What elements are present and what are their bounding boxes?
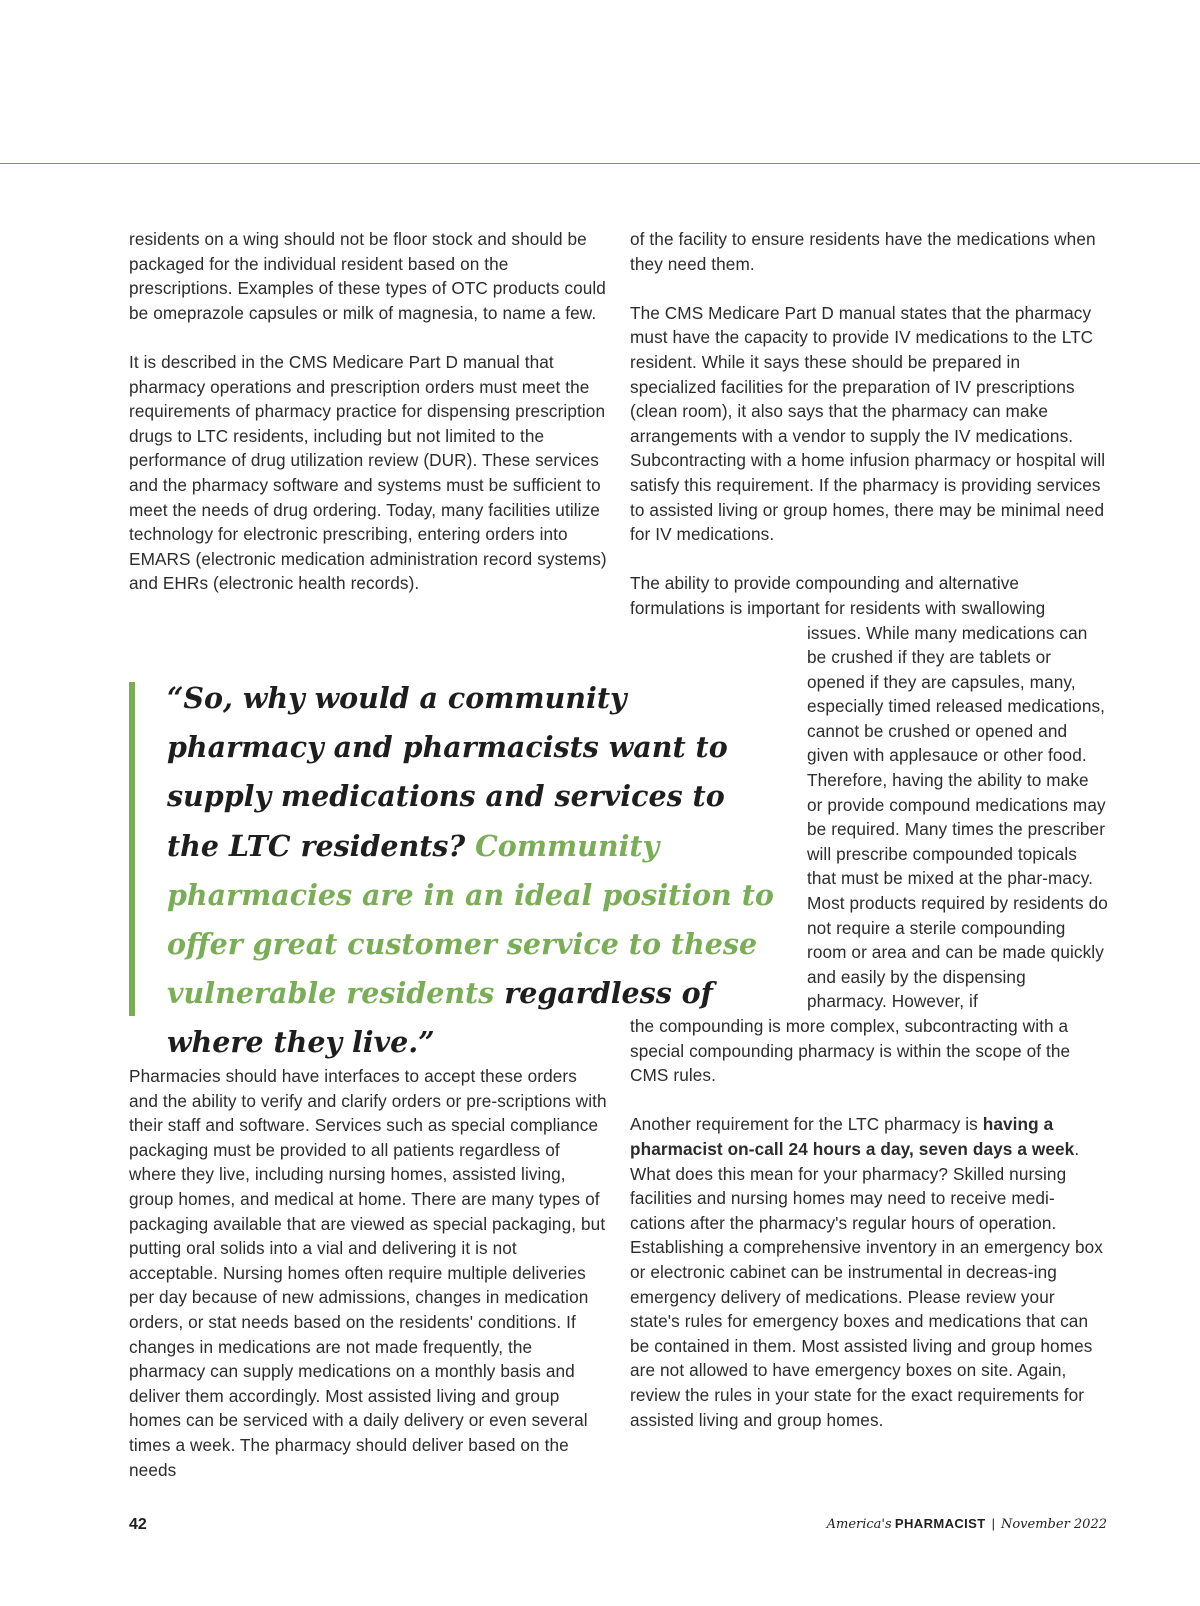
paragraph-wrapped: issues. While many medications can be crushed if they are tablets or opened if they are capsules, many, especially timed released medications, cannot be crushed or opened and given with applesauce or other food. Therefore, having the ability to make or provide compound medications may be required. Many times the prescriber will prescribe compounded topicals that must be mixed at the phar-macy. Most products required by residents do not require a sterile compounding room or area and can be made quickly and easily by the dispensing pharmacy. However, if [807,622,1108,1012]
pull-quote-green: Community pharmacies are in an ideal position to offer great customer service to these vulnerable residents [167,828,774,1011]
left-column-top [129,227,610,596]
paragraph-lead: Another requirement for the LTC pharmacy is [630,1114,983,1135]
pull-quote-end: regardless of where they live.” [167,976,713,1060]
paragraph: residents on a wing should not be floor stock and should be packaged for the individual resident based on the prescriptions. Examples of these types of OTC products could be omeprazole capsules or milk of magnesia, to name a few. [129,229,606,323]
magazine-footer [827,1516,1107,1532]
paragraph-rest: . What does this mean for your pharmacy? Skilled nursing facilities and nursing homes may need to receive medi-cations after the pharmacy's regular hours of operation. Establishing a comprehensive inventory in an emergency box or electronic cabinet can be instrumental in decreas-ing emergency delivery of medications. Please review your state's rules for emergency boxes and medications that can be contained in them. Most assisted living and group homes are not allowed to have emergency boxes on site. Again, review the rules in your state for the exact requirements for assisted living and group homes. [630,1138,1103,1430]
magazine-name: PHARMACIST [894,1516,986,1531]
paragraph: the compounding is more complex, subcontracting with a special compounding pharmacy is within the scope of the CMS rules. [630,1016,1071,1086]
paragraph: of the facility to ensure residents have the medications when they need them. [630,229,1096,274]
paragraph [630,1112,1108,1432]
left-column-bottom [129,1064,610,1482]
issue-date: November 2022 [1000,1517,1107,1532]
paragraph: The CMS Medicare Part D manual states that the pharmacy must have the capacity to provide IV medications to the LTC resident. While it says these should be prepared in specialized facilities for the preparation of IV prescriptions (clean room), it also says that the pharmacy can make arrangements with a vendor to supply the IV medications. Subcontracting with a home infusion pharmacy or hospital will satisfy this requirement. If the pharmacy is providing services to assisted living or group homes, there may be minimal need for IV medications. [630,302,1106,545]
page-number: 42 [129,1516,147,1533]
pull-quote-black: “So, why would a community pharmacy and pharmacists want to supply medications and services to the LTC residents? [167,681,728,863]
magazine-prefix: America's [826,1517,892,1532]
bold-phrase: having a pharmacist on-call 24 hours a day, seven days a week [630,1114,1075,1159]
paragraph: It is described in the CMS Medicare Part D manual that pharmacy operations and prescription orders must meet the requirements of pharmacy practice for dispensing prescription drugs to LTC residents, including but not limited to the performance of drug utilization review (DUR). These services and the pharmacy software and systems must be sufficient to meet the needs of drug ordering. Today, many facilities utilize technology for electronic prescribing, entering orders into EMARS (electronic medication administration record systems) and EHRs (electronic health records). [129,351,607,594]
footer-separator: | [991,1516,995,1531]
right-column [630,227,1108,1432]
paragraph: The ability to provide compounding and alternative formulations is important for residents with swallowing [630,573,1046,618]
header-rule [0,163,1200,164]
paragraph: Pharmacies should have interfaces to accept these orders and the ability to verify and clarify orders or pre-scriptions with their staff and software. Services such as special compliance packaging must be provided to all patients regardless of where they live, including nursing homes, assisted living, group homes, and medical at home. There are many types of packaging available that are viewed as special packaging, but putting oral solids into a vial and delivering it is not acceptable. Nursing homes often require multiple deliveries per day because of new admissions, changes in medication orders, or stat needs based on the residents' conditions. If changes in medications are not made frequently, the pharmacy can supply medications on a monthly basis and deliver them accordingly. Most assisted living and group homes can be serviced with a daily delivery or even several times a week. The pharmacy should deliver based on the needs [129,1066,607,1480]
